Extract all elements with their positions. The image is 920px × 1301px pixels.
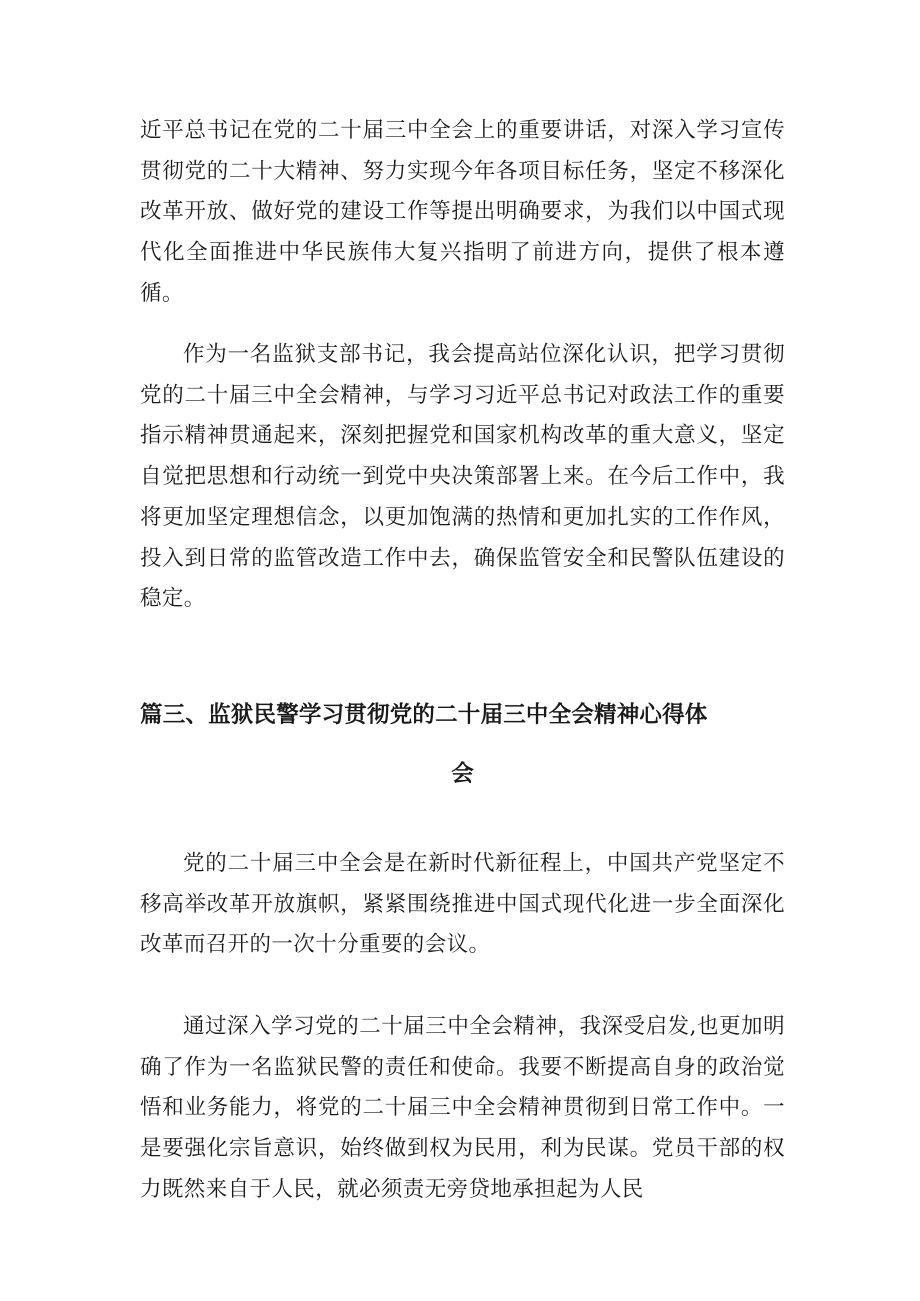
paragraph-branch-secretary: 作为一名监狱支部书记，我会提高站位深化认识，把学习贯彻党的二十届三中全会精神，与学习习近平总书记对政法工作的重要指示精神贯通起来，深刻把握党和国家机构改革的重大意义，坚定自觉把思想和行动统一到党中央决策部署上来。在今后工作中，我将更加坚定理想信念，以更加饱满的热情和更加扎实的工作作风，投入到日常的监管改造工作中去，确保监管安全和民警队伍建设的稳定。 xyxy=(140,342,785,612)
paragraph-plenum-intro: 党的二十届三中全会是在新时代新征程上，中国共产党坚定不移高举改革开放旗帜，紧紧围绕推进中国式现代化进一步全面深化改革而召开的一次十分重要的会议。 xyxy=(140,851,785,958)
section-heading-line1: 篇三、监狱民警学习贯彻党的二十届三中全会精神心得体 xyxy=(140,702,708,728)
paragraph-study-reflection: 通过深入学习党的二十届三中全会精神，我深受启发,也更加明确了作为一名监狱民警的责任和使命。我要不断提高自身的政治觉悟和业务能力，将党的二十届三中全会精神贯彻到日常工作中。一是要强化宗旨意识，始终做到权为民用，利为民谋。党员干部的权力既然来自于人民，就必须责无旁贷地承担起为人民 xyxy=(140,1014,785,1202)
paragraph-continued: 近平总书记在党的二十届三中全会上的重要讲话，对深入学习宣传贯彻党的二十大精神、努力实现今年各项目标任务，坚定不移深化改革开放、做好党的建设工作等提出明确要求，为我们以中国式现代化全面推进中华民族伟大复兴指明了前进方向，提供了根本遵循。 xyxy=(140,118,785,306)
section-heading-line2: 会 xyxy=(451,761,474,787)
section-heading xyxy=(140,686,785,804)
